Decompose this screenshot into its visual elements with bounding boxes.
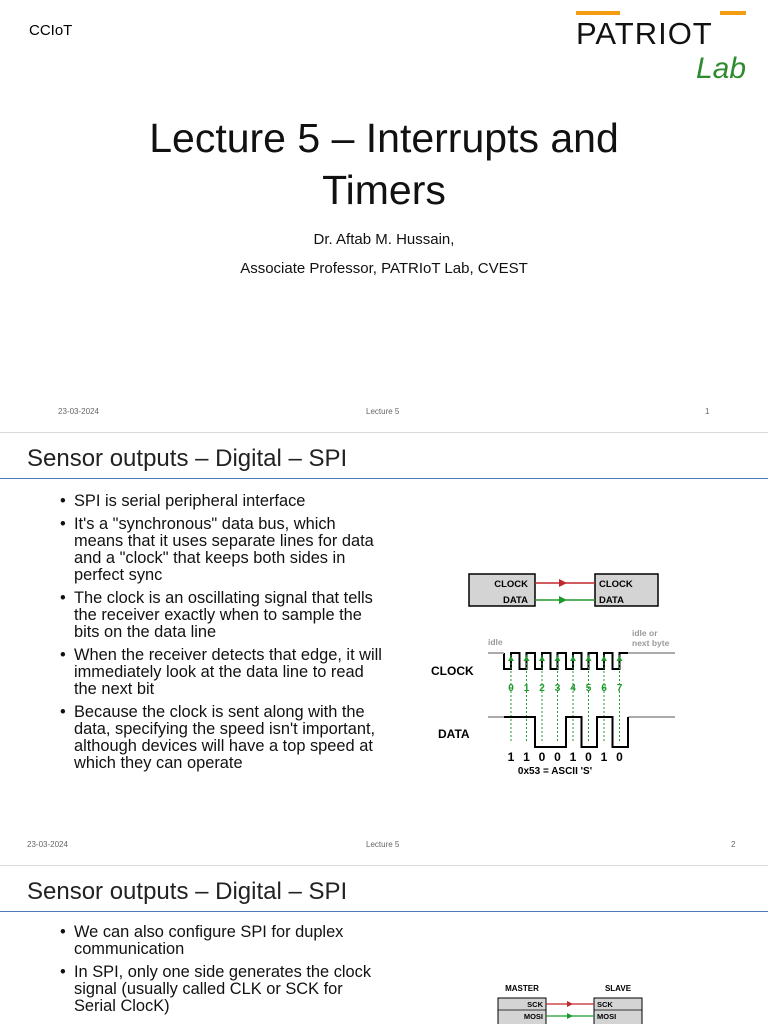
clock-index-label: 3	[554, 683, 561, 694]
data-bit-label: 0	[554, 750, 561, 764]
data-bit-label: 1	[569, 750, 577, 764]
slide-title: Sensor outputs – Digital – SPI	[27, 445, 348, 472]
bullet-item: • Because the clock is sent along with the data, specifying the speed isn't important, although devices will have a top speed at which they can operate	[56, 704, 386, 772]
master-label: MASTER	[505, 984, 539, 993]
master-slave-diagram	[490, 980, 650, 1024]
clock-signal-label: CLOCK	[431, 664, 474, 678]
slide-title: Sensor outputs – Digital – SPI	[27, 878, 348, 905]
left-data-label: DATA	[503, 595, 528, 606]
lecture-title-line-2: Timers	[322, 167, 446, 213]
slave-sck-label: SCK	[597, 1000, 613, 1009]
footer-page-number: 2	[731, 840, 736, 849]
bullet-list	[56, 493, 386, 778]
clock-index-label: 1	[523, 683, 530, 694]
author-name: Dr. Aftab M. Hussain,	[313, 231, 455, 248]
footer-center: Lecture 5	[366, 840, 400, 849]
data-bit-labels	[508, 750, 623, 764]
diagram-caption: 0x53 = ASCII 'S'	[517, 766, 593, 777]
sample-edge-arrow	[508, 656, 514, 661]
slide-2	[0, 433, 768, 865]
author-affiliation: Associate Professor, PATRIoT Lab, CVEST	[240, 260, 528, 277]
clock-index-label: 5	[585, 683, 592, 694]
clock-index-labels	[508, 683, 622, 694]
slave-label: SLAVE	[604, 984, 632, 993]
data-signal-label: DATA	[438, 727, 470, 741]
slave-mosi-label: MOSI	[597, 1012, 617, 1021]
master-mosi-label: MOSI	[523, 1012, 543, 1021]
sample-edge-arrow	[523, 656, 529, 661]
sample-edge-arrow	[539, 656, 545, 661]
bullet-item: • It's a "synchronous" data bus, which means that it uses separate lines for data and a "clock" that keeps both sides in perfect sync	[56, 516, 386, 584]
data-bit-label: 0	[616, 750, 623, 764]
course-label: CCIoT	[29, 22, 73, 39]
sample-edge-arrow	[616, 656, 622, 661]
bullet-list	[56, 924, 376, 1021]
logo-top-text: PATRIOT	[576, 16, 713, 51]
idle-next-label-1: idle or	[632, 628, 658, 638]
clock-index-label: 0	[508, 683, 514, 694]
clock-index-label: 4	[570, 683, 576, 694]
lecture-title-line-1: Lecture 5 – Interrupts and	[149, 115, 619, 161]
bullet-item: • SPI is serial peripheral interface	[56, 493, 386, 510]
right-clock-label: CLOCK	[599, 579, 633, 590]
master-sck-label: SCK	[527, 1000, 543, 1009]
left-clock-label: CLOCK	[494, 579, 528, 590]
slide-3	[0, 866, 768, 1024]
footer-date: 23-03-2024	[27, 840, 68, 849]
sample-edge-arrow	[601, 656, 607, 661]
title-rule	[0, 478, 768, 479]
footer-center: Lecture 5	[366, 407, 400, 416]
spi-timing-diagram	[420, 563, 690, 793]
clock-index-label: 6	[601, 683, 607, 694]
sample-edge-arrow	[554, 656, 560, 661]
slide-1	[0, 0, 768, 432]
idle-next-label-2: next byte	[632, 638, 670, 648]
data-waveform	[504, 717, 628, 747]
sample-edge-arrow	[570, 656, 576, 661]
right-data-label: DATA	[599, 595, 624, 606]
clock-index-label: 7	[616, 683, 623, 694]
idle-label: idle	[488, 637, 503, 647]
clock-waveform	[504, 653, 631, 669]
data-link-arrow	[559, 596, 567, 604]
logo-bottom-text: Lab	[696, 52, 747, 84]
clock-link-arrow	[559, 579, 567, 587]
bullet-item: • When the receiver detects that edge, it will immediately look at the data line to read the next bit	[56, 647, 386, 698]
lecture-title	[84, 112, 684, 216]
data-bit-label: 1	[507, 750, 515, 764]
data-bit-label: 1	[523, 750, 530, 764]
bullet-item: • In SPI, only one side generates the clock signal (usually called CLK or SCK for Serial ClocK)	[56, 964, 376, 1015]
data-bit-label: 0	[538, 750, 546, 764]
sample-edge-arrow	[585, 656, 591, 661]
data-bit-label: 1	[600, 750, 608, 764]
bullet-item: • The clock is an oscillating signal that tells the receiver exactly when to sample the bits on the data line	[56, 590, 386, 641]
patriot-lab-logo	[572, 8, 752, 84]
footer-date: 23-03-2024	[58, 407, 99, 416]
footer-page-number: 1	[705, 407, 710, 416]
clock-index-label: 2	[539, 683, 545, 694]
title-rule	[0, 911, 768, 912]
data-bit-label: 0	[585, 750, 592, 764]
bullet-item: • We can also configure SPI for duplex communication	[56, 924, 376, 958]
